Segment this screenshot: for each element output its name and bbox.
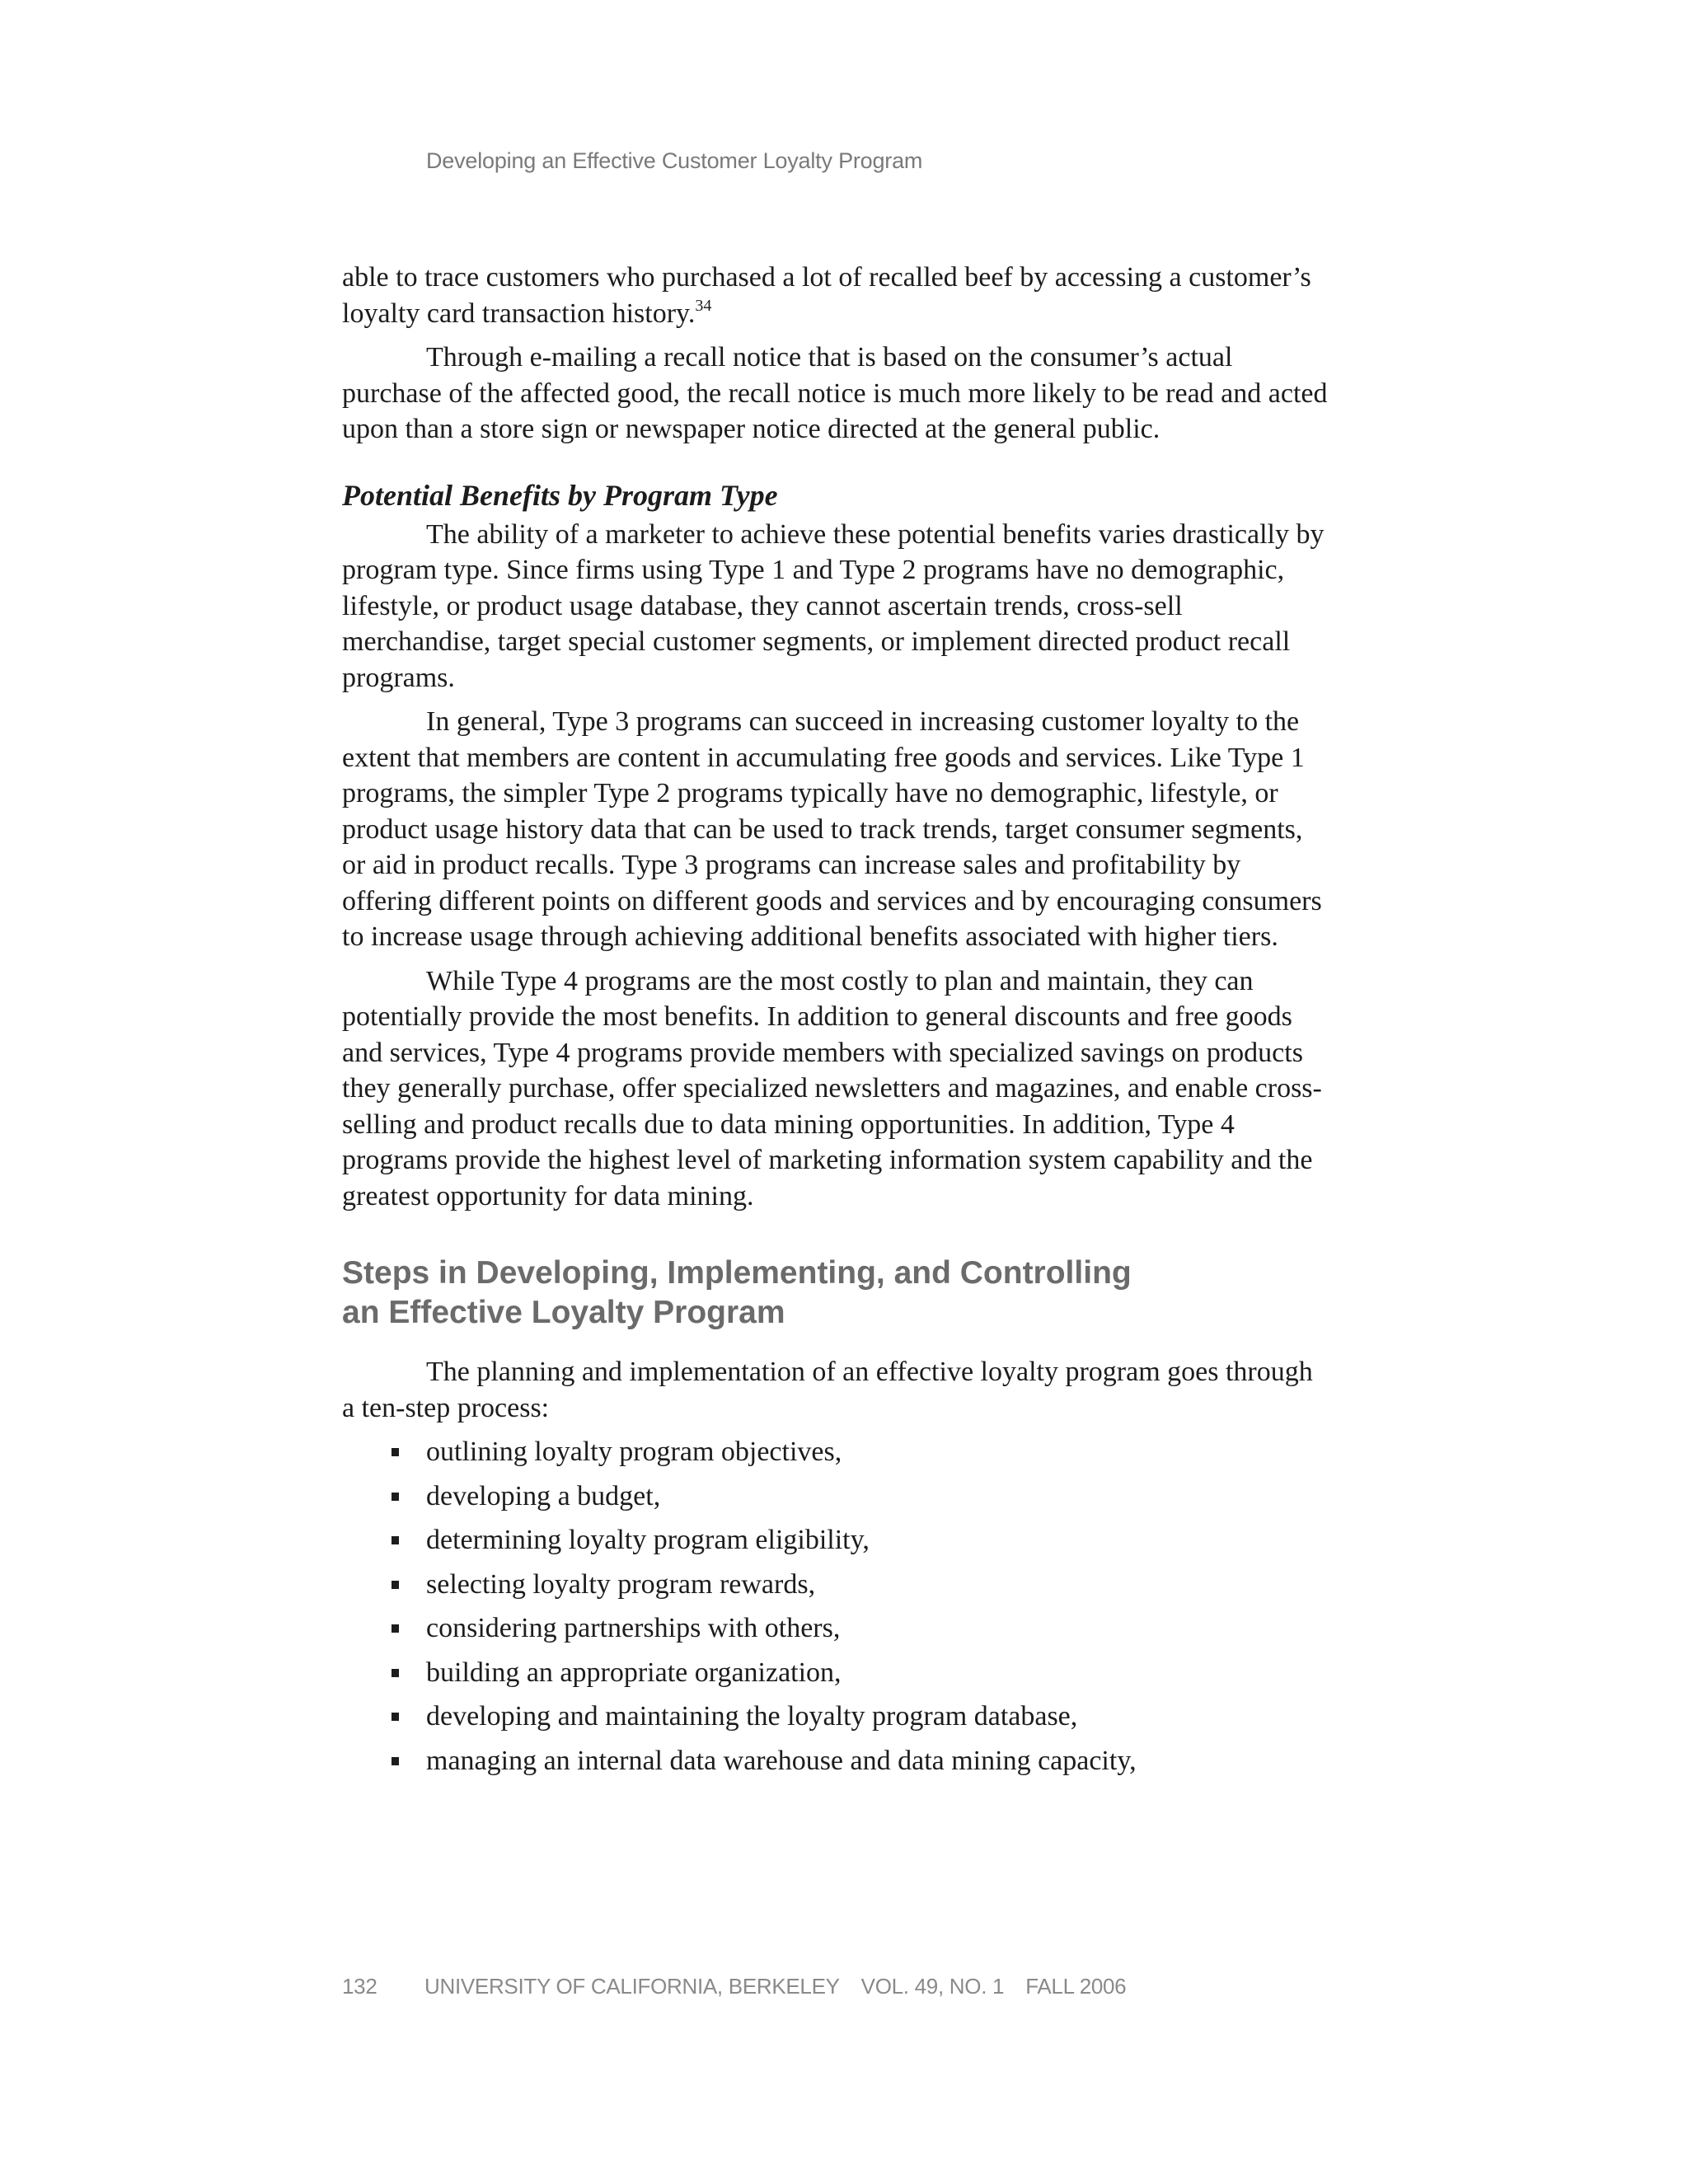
- paragraph-type-4: While Type 4 programs are the most costly to plan and maintain, they can potentially provide the most benefits. In addition to general discounts and free goods and services, Type 4 programs provide members with specialized savings on products they generally purchase, offer specialized newsletters and magazines, and enable cross-selling and product recalls due to data mining opportunities. In addition, Type 4 programs provide the highest level of marketing information system capability and the greatest opportunity for data mining.: [342, 965, 1322, 1212]
- list-item-text: selecting loyalty program rewards,: [426, 1568, 816, 1600]
- running-head: Developing an Effective Customer Loyalty Program: [426, 148, 923, 173]
- list-item: [342, 1522, 1331, 1558]
- page-number: 132: [342, 1974, 377, 1999]
- list-item: [342, 1610, 1331, 1647]
- square-bullet-icon: [392, 1713, 399, 1721]
- paragraph-program-type: The ability of a marketer to achieve these potential benefits varies drastically by program type. Since firms using Type 1 and Type 2 programs have no demographic, lifestyle, or product usage database, they cannot ascertain trends, cross-sell merchandise, target special customer segments, or implement directed product recall programs.: [342, 518, 1325, 693]
- list-item: [342, 1655, 1331, 1691]
- steps-list: [342, 1434, 1331, 1779]
- list-item: [342, 1479, 1331, 1515]
- paragraph-continuation: [342, 260, 1331, 331]
- list-item-text: building an appropriate organization,: [426, 1657, 842, 1688]
- square-bullet-icon: [392, 1536, 399, 1544]
- page-footer: [342, 1974, 1126, 1999]
- subheading-potential-benefits: Potential Benefits by Program Type: [342, 478, 778, 512]
- paragraph-text: able to trace customers who purchased a lot of recalled beef by accessing a customer’s loyalty card transaction history.: [342, 262, 1311, 329]
- issue-date: FALL 2006: [1025, 1974, 1127, 1999]
- list-item: [342, 1434, 1331, 1470]
- publisher-name: UNIVERSITY OF CALIFORNIA, BERKELEY: [424, 1974, 840, 1999]
- square-bullet-icon: [392, 1757, 399, 1765]
- square-bullet-icon: [392, 1624, 399, 1633]
- list-item-text: developing and maintaining the loyalty program database,: [426, 1701, 1078, 1732]
- paragraph-ten-step-intro: The planning and implementation of an effective loyalty program goes through a ten-step process:: [342, 1357, 1313, 1423]
- list-item-text: outlining loyalty program objectives,: [426, 1436, 842, 1467]
- square-bullet-icon: [392, 1448, 399, 1456]
- footnote-ref[interactable]: 34: [695, 296, 712, 315]
- section-heading-line-1: Steps in Developing, Implementing, and Controlling: [342, 1255, 1132, 1291]
- volume-number: VOL. 49, NO. 1: [860, 1974, 1005, 1999]
- paragraph-type-3: In general, Type 3 programs can succeed in increasing customer loyalty to the extent that members are content in accumulating free goods and services. Like Type 1 programs, the simpler Type 2 programs typically have no demographic, lifestyle, or product usage history data that can be used to track trends, target consumer segments, or aid in product recalls. Type 3 programs can increase sales and profitability by offering different points on different goods and services and by encouraging consumers to increase usage through achieving additional benefits associated with higher tiers.: [342, 706, 1322, 952]
- square-bullet-icon: [392, 1581, 399, 1589]
- square-bullet-icon: [392, 1669, 399, 1677]
- list-item: [342, 1743, 1331, 1779]
- square-bullet-icon: [392, 1493, 399, 1501]
- section-heading: [342, 1254, 1331, 1333]
- section-heading-line-2: an Effective Loyalty Program: [342, 1295, 785, 1330]
- paragraph-recall-notice: Through e-mailing a recall notice that is based on the consumer’s actual purchase of the affected good, the recall notice is much more likely to be read and acted upon than a store sign or newspaper notice directed at the general public.: [342, 342, 1328, 444]
- list-item: [342, 1567, 1331, 1603]
- list-item-text: considering partnerships with others,: [426, 1613, 841, 1643]
- list-item-text: managing an internal data warehouse and data mining capacity,: [426, 1745, 1137, 1776]
- list-item-text: developing a budget,: [426, 1480, 661, 1511]
- list-item: [342, 1699, 1331, 1735]
- list-item-text: determining loyalty program eligibility,: [426, 1525, 870, 1555]
- article-body: [342, 260, 1331, 1787]
